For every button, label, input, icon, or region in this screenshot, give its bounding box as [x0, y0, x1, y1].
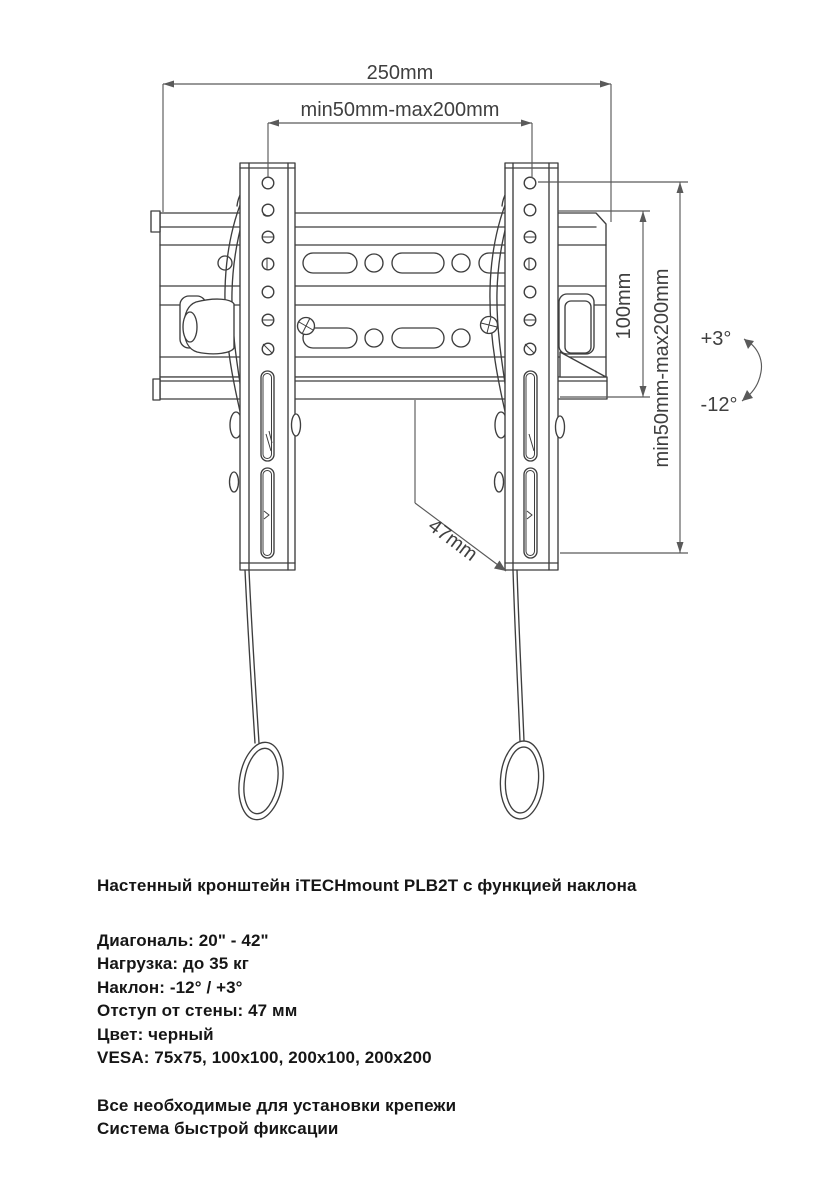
left-pivot-screw [298, 318, 315, 335]
spec-vesa: VESA: 75x75, 100x100, 200x100, 200x200 [97, 1048, 432, 1068]
spec-color: Цвет: черный [97, 1024, 214, 1044]
tilt-down-label: -12° [700, 394, 738, 416]
feature-mounting-kit: Все необходимые для установки крепежи [97, 1096, 457, 1115]
dim-depth-label: 47mm [423, 514, 482, 566]
left-clamp-knob [180, 296, 234, 354]
tilt-up-label: +3° [700, 328, 732, 350]
dim-vesa-width-label: min50mm-max200mm [300, 99, 500, 121]
left-rail [240, 163, 301, 570]
spec-tilt: Наклон: -12° / +3° [97, 977, 243, 997]
dim-total-width-label: 250mm [366, 62, 434, 84]
tilt-angle-indicator [701, 328, 762, 416]
spec-offset: Отступ от стены: 47 мм [97, 1001, 298, 1021]
plate-left-tab [151, 211, 160, 232]
right-rail [505, 163, 565, 570]
left-rail-lock-tab [292, 414, 301, 436]
product-description [97, 874, 797, 1174]
dimension-vesa-width [268, 99, 532, 178]
left-pull-cord [245, 570, 259, 743]
spec-list [97, 929, 432, 1069]
spec-load: Нагрузка: до 35 кг [97, 954, 249, 974]
feature-list [97, 1094, 456, 1141]
dim-hole-spacing-label: 100mm [613, 272, 635, 340]
right-pull-ring [498, 740, 546, 821]
left-pull-ring [234, 739, 289, 823]
right-rail-lock-tab [556, 416, 565, 438]
right-pull-cord [513, 570, 524, 741]
product-title: Настенный кронштейн iTECHmount PLB2T с функцией наклона [97, 876, 637, 895]
dimension-wall-depth [415, 400, 506, 571]
spec-diagonal: Диагональ: 20" - 42" [97, 931, 269, 950]
dim-vesa-height-label: min50mm-max200mm [651, 268, 673, 468]
right-pivot-screw [481, 317, 498, 334]
feature-quick-lock: Система быстрой фиксации [97, 1119, 339, 1139]
